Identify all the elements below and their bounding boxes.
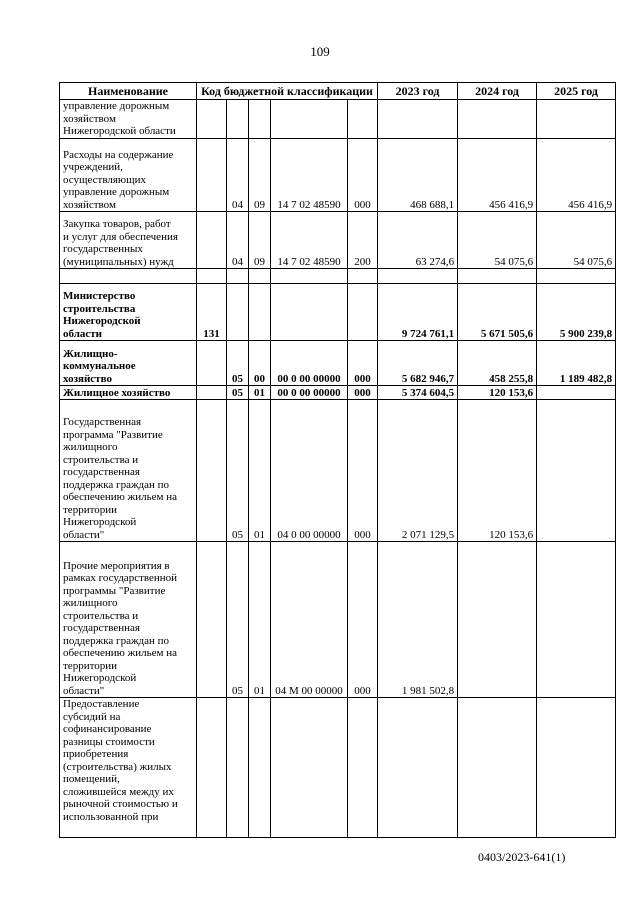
budget-table (59, 82, 616, 838)
target-article-code: 04 0 00 00000 (271, 400, 348, 542)
section-code: 04 (227, 139, 249, 212)
header-code: Код бюджетной классификации (197, 83, 378, 100)
subsection-code: 09 (249, 139, 271, 212)
amount-2025: 54 075,6 (537, 212, 616, 269)
amount-2024: 54 075,6 (458, 212, 537, 269)
header-row (60, 83, 616, 100)
amount-2023: 1 981 502,8 (378, 542, 458, 698)
table-row (60, 284, 616, 341)
amount-2024 (458, 698, 537, 838)
expense-type-code: 000 (348, 400, 378, 542)
expense-type-code (348, 269, 378, 284)
target-article-code: 14 7 02 48590 (271, 139, 348, 212)
section-code: 04 (227, 212, 249, 269)
target-article-code (271, 100, 348, 139)
target-article-code: 14 7 02 48590 (271, 212, 348, 269)
subsection-code: 00 (249, 341, 271, 386)
header-2023: 2023 год (378, 83, 458, 100)
target-article-code (271, 698, 348, 838)
amount-2023 (378, 698, 458, 838)
expense-type-code: 000 (348, 341, 378, 386)
expense-type-code: 000 (348, 542, 378, 698)
target-article-code: 04 М 00 00000 (271, 542, 348, 698)
expense-type-code (348, 284, 378, 341)
row-name: Государственная программа "Развитие жилищного строительства и государственная поддержка граждан по обеспечению жильем на территории Нижегородской области" (60, 400, 197, 542)
table-row (60, 698, 616, 838)
ministry-code (197, 698, 227, 838)
subsection-code: 01 (249, 400, 271, 542)
table-row (60, 400, 616, 542)
ministry-code: 131 (197, 284, 227, 341)
amount-2023: 5 374 604,5 (378, 386, 458, 400)
table-row (60, 100, 616, 139)
subsection-code: 09 (249, 212, 271, 269)
section-code: 05 (227, 341, 249, 386)
amount-2024: 120 153,6 (458, 386, 537, 400)
row-name: Прочие мероприятия в рамках государственной программы "Развитие жилищного строительства и государственная поддержка граждан по обеспечению жильем на территории Нижегородской области" (60, 542, 197, 698)
expense-type-code (348, 698, 378, 838)
amount-2024: 456 416,9 (458, 139, 537, 212)
amount-2025: 1 189 482,8 (537, 341, 616, 386)
ministry-code (197, 100, 227, 139)
table-row (60, 269, 616, 284)
section-code: 05 (227, 386, 249, 400)
target-article-code (271, 269, 348, 284)
subsection-code (249, 100, 271, 139)
table-row (60, 341, 616, 386)
amount-2023: 9 724 761,1 (378, 284, 458, 341)
subsection-code (249, 698, 271, 838)
header-name: Наименование (60, 83, 197, 100)
row-name (60, 269, 197, 284)
page-number: 109 (310, 44, 330, 59)
header-2025: 2025 год (537, 83, 616, 100)
section-code (227, 269, 249, 284)
ministry-code (197, 341, 227, 386)
target-article-code (271, 284, 348, 341)
amount-2023: 468 688,1 (378, 139, 458, 212)
expense-type-code: 200 (348, 212, 378, 269)
section-code: 05 (227, 542, 249, 698)
section-code (227, 698, 249, 838)
amount-2025 (537, 386, 616, 400)
section-code: 05 (227, 400, 249, 542)
table-row (60, 542, 616, 698)
amount-2024 (458, 269, 537, 284)
expense-type-code: 000 (348, 139, 378, 212)
ministry-code (197, 212, 227, 269)
amount-2025 (537, 100, 616, 139)
expense-type-code: 000 (348, 386, 378, 400)
row-name: Министерство строительства Нижегородской области (60, 284, 197, 341)
amount-2023 (378, 100, 458, 139)
amount-2024: 5 671 505,6 (458, 284, 537, 341)
header-2024: 2024 год (458, 83, 537, 100)
amount-2024: 120 153,6 (458, 400, 537, 542)
table-row (60, 386, 616, 400)
amount-2024 (458, 100, 537, 139)
row-name: Закупка товаров, работ и услуг для обеспечения государственных (муниципальных) нужд (60, 212, 197, 269)
amount-2024 (458, 542, 537, 698)
row-name: Предоставление субсидий на софинансирование разницы стоимости приобретения (строительства) жилых помещений, сложившейся между их рыночной стоимостью и использованной при (60, 698, 197, 838)
amount-2023: 2 071 129,5 (378, 400, 458, 542)
row-name: управление дорожным хозяйством Нижегородской области (60, 100, 197, 139)
subsection-code (249, 269, 271, 284)
ministry-code (197, 269, 227, 284)
amount-2023 (378, 269, 458, 284)
section-code (227, 284, 249, 341)
amount-2024: 458 255,8 (458, 341, 537, 386)
ministry-code (197, 386, 227, 400)
ministry-code (197, 542, 227, 698)
subsection-code: 01 (249, 542, 271, 698)
amount-2025 (537, 400, 616, 542)
target-article-code: 00 0 00 00000 (271, 341, 348, 386)
ministry-code (197, 400, 227, 542)
amount-2023: 5 682 946,7 (378, 341, 458, 386)
subsection-code: 01 (249, 386, 271, 400)
table-row (60, 139, 616, 212)
ministry-code (197, 139, 227, 212)
row-name: Жилищно- коммунальное хозяйство (60, 341, 197, 386)
footer-code: 0403/2023-641(1) (478, 850, 566, 864)
amount-2023: 63 274,6 (378, 212, 458, 269)
row-name: Расходы на содержание учреждений, осуществляющих управление дорожным хозяйством (60, 139, 197, 212)
section-code (227, 100, 249, 139)
amount-2025: 456 416,9 (537, 139, 616, 212)
amount-2025 (537, 542, 616, 698)
table-row (60, 212, 616, 269)
subsection-code (249, 284, 271, 341)
expense-type-code (348, 100, 378, 139)
amount-2025: 5 900 239,8 (537, 284, 616, 341)
target-article-code: 00 0 00 00000 (271, 386, 348, 400)
amount-2025 (537, 269, 616, 284)
amount-2025 (537, 698, 616, 838)
row-name: Жилищное хозяйство (60, 386, 197, 400)
